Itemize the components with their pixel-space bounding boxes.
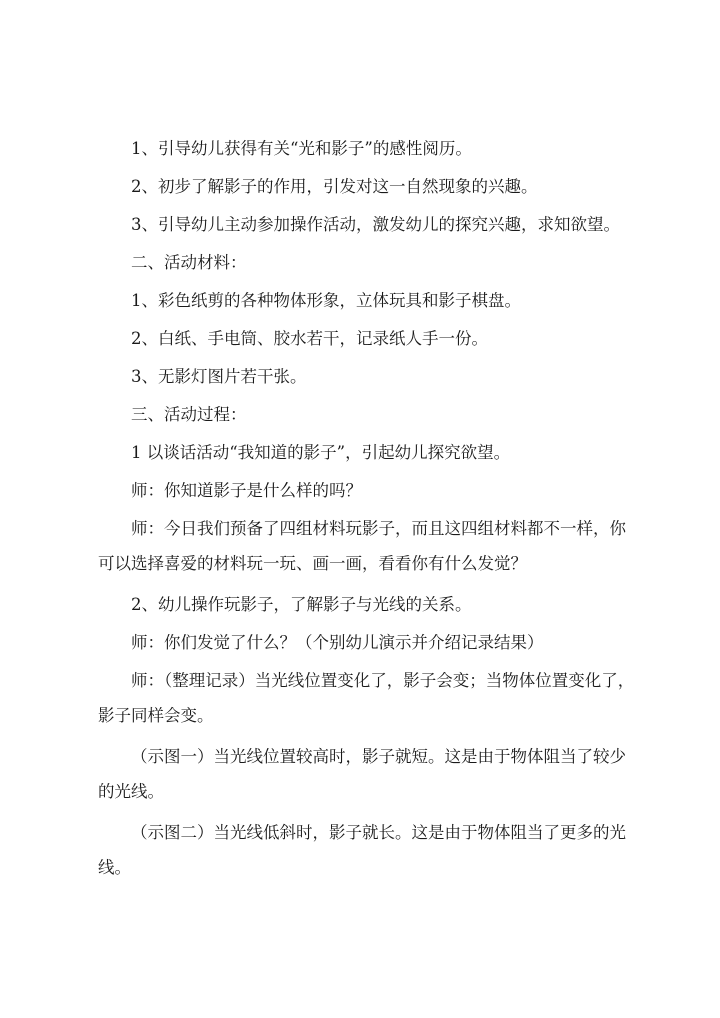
teacher-summary-line-2: 影子同样会变。 (98, 706, 214, 725)
teacher-instruction (98, 511, 638, 581)
teacher-instruction-line-2: 可以选择喜爱的材料玩一玩、画一画，看看你有什么发觉？ (98, 554, 527, 573)
figure-2-line-2: 线。 (98, 858, 131, 877)
teacher-summary-line-1: 师：（整理记录）当光线位置变化了，影子会变；当物体位置变化了， (131, 671, 635, 690)
goal-item-1: 1、引导幼儿获得有关“光和影子”的感性阅历。 (131, 139, 472, 158)
process-step-1: 1 以谈话活动“我知道的影子”，引起幼儿探究欲望。 (131, 443, 511, 462)
process-step-2: 2、幼儿操作玩影子，了解影子与光线的关系。 (131, 595, 472, 614)
material-item-1: 1、彩色纸剪的各种物体形象，立体玩具和影子棋盘。 (131, 291, 521, 310)
material-item-3: 3、无影灯图片若干张。 (131, 367, 307, 386)
section-heading-process: 三、活动过程： (131, 405, 247, 424)
figure-1-line-2: 的光线。 (98, 782, 164, 801)
figure-1-line-1: （示图一）当光线位置较高时，影子就短。这是由于物体阻当了较少 (131, 747, 626, 766)
teacher-question: 师：你知道影子是什么样的吗？ (131, 481, 362, 500)
figure-2-line-1: （示图二）当光线低斜时，影子就长。这是由于物体阻当了更多的光 (131, 823, 626, 842)
teacher-summary (98, 663, 638, 733)
figure-1-explanation (98, 739, 638, 809)
goal-item-3: 3、引导幼儿主动参加操作活动，激发幼儿的探究兴趣，求知欲望。 (131, 215, 620, 234)
section-heading-materials: 二、活动材料： (131, 253, 247, 272)
teacher-instruction-line-1: 师：今日我们预备了四组材料玩影子，而且这四组材料都不一样，你 (131, 519, 626, 538)
teacher-discovery: 师：你们发觉了什么？（个别幼儿演示并介绍记录结果） (131, 633, 544, 652)
goal-item-2: 2、初步了解影子的作用，引发对这一自然现象的兴趣。 (131, 177, 538, 196)
material-item-2: 2、白纸、手电筒、胶水若干，记录纸人手一份。 (131, 329, 488, 348)
figure-2-explanation (98, 815, 638, 885)
